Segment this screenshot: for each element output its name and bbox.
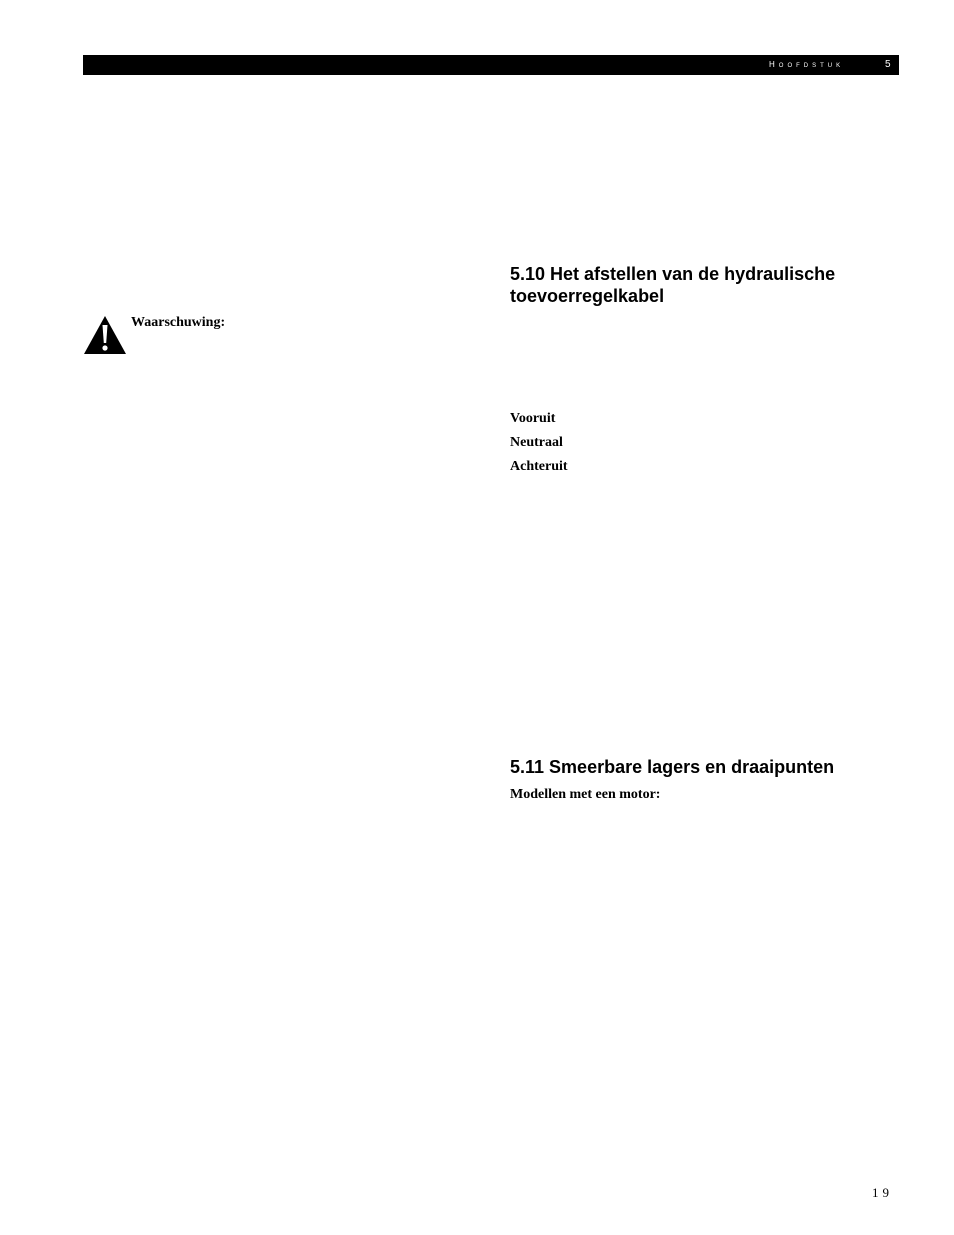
term-neutraal: Neutraal (510, 435, 563, 450)
warning-triangle-icon (83, 315, 127, 355)
section-5-11-heading: 5.11 Smeerbare lagers en draaipunten (510, 757, 835, 777)
term-vooruit: Vooruit (510, 411, 556, 426)
section-5-10-heading: 5.10 Het afstellen van de hydraulische toevoerregelkabel (510, 264, 836, 306)
term-achteruit: Achteruit (510, 459, 568, 474)
warning-label: Waarschuwing: (131, 315, 226, 330)
chapter-number: 5 (885, 59, 891, 70)
chapter-label: Hoofdstuk (769, 60, 845, 69)
page-number: 19 (872, 1185, 893, 1200)
models-with-engine-subheading: Modellen met een motor: (510, 787, 661, 802)
